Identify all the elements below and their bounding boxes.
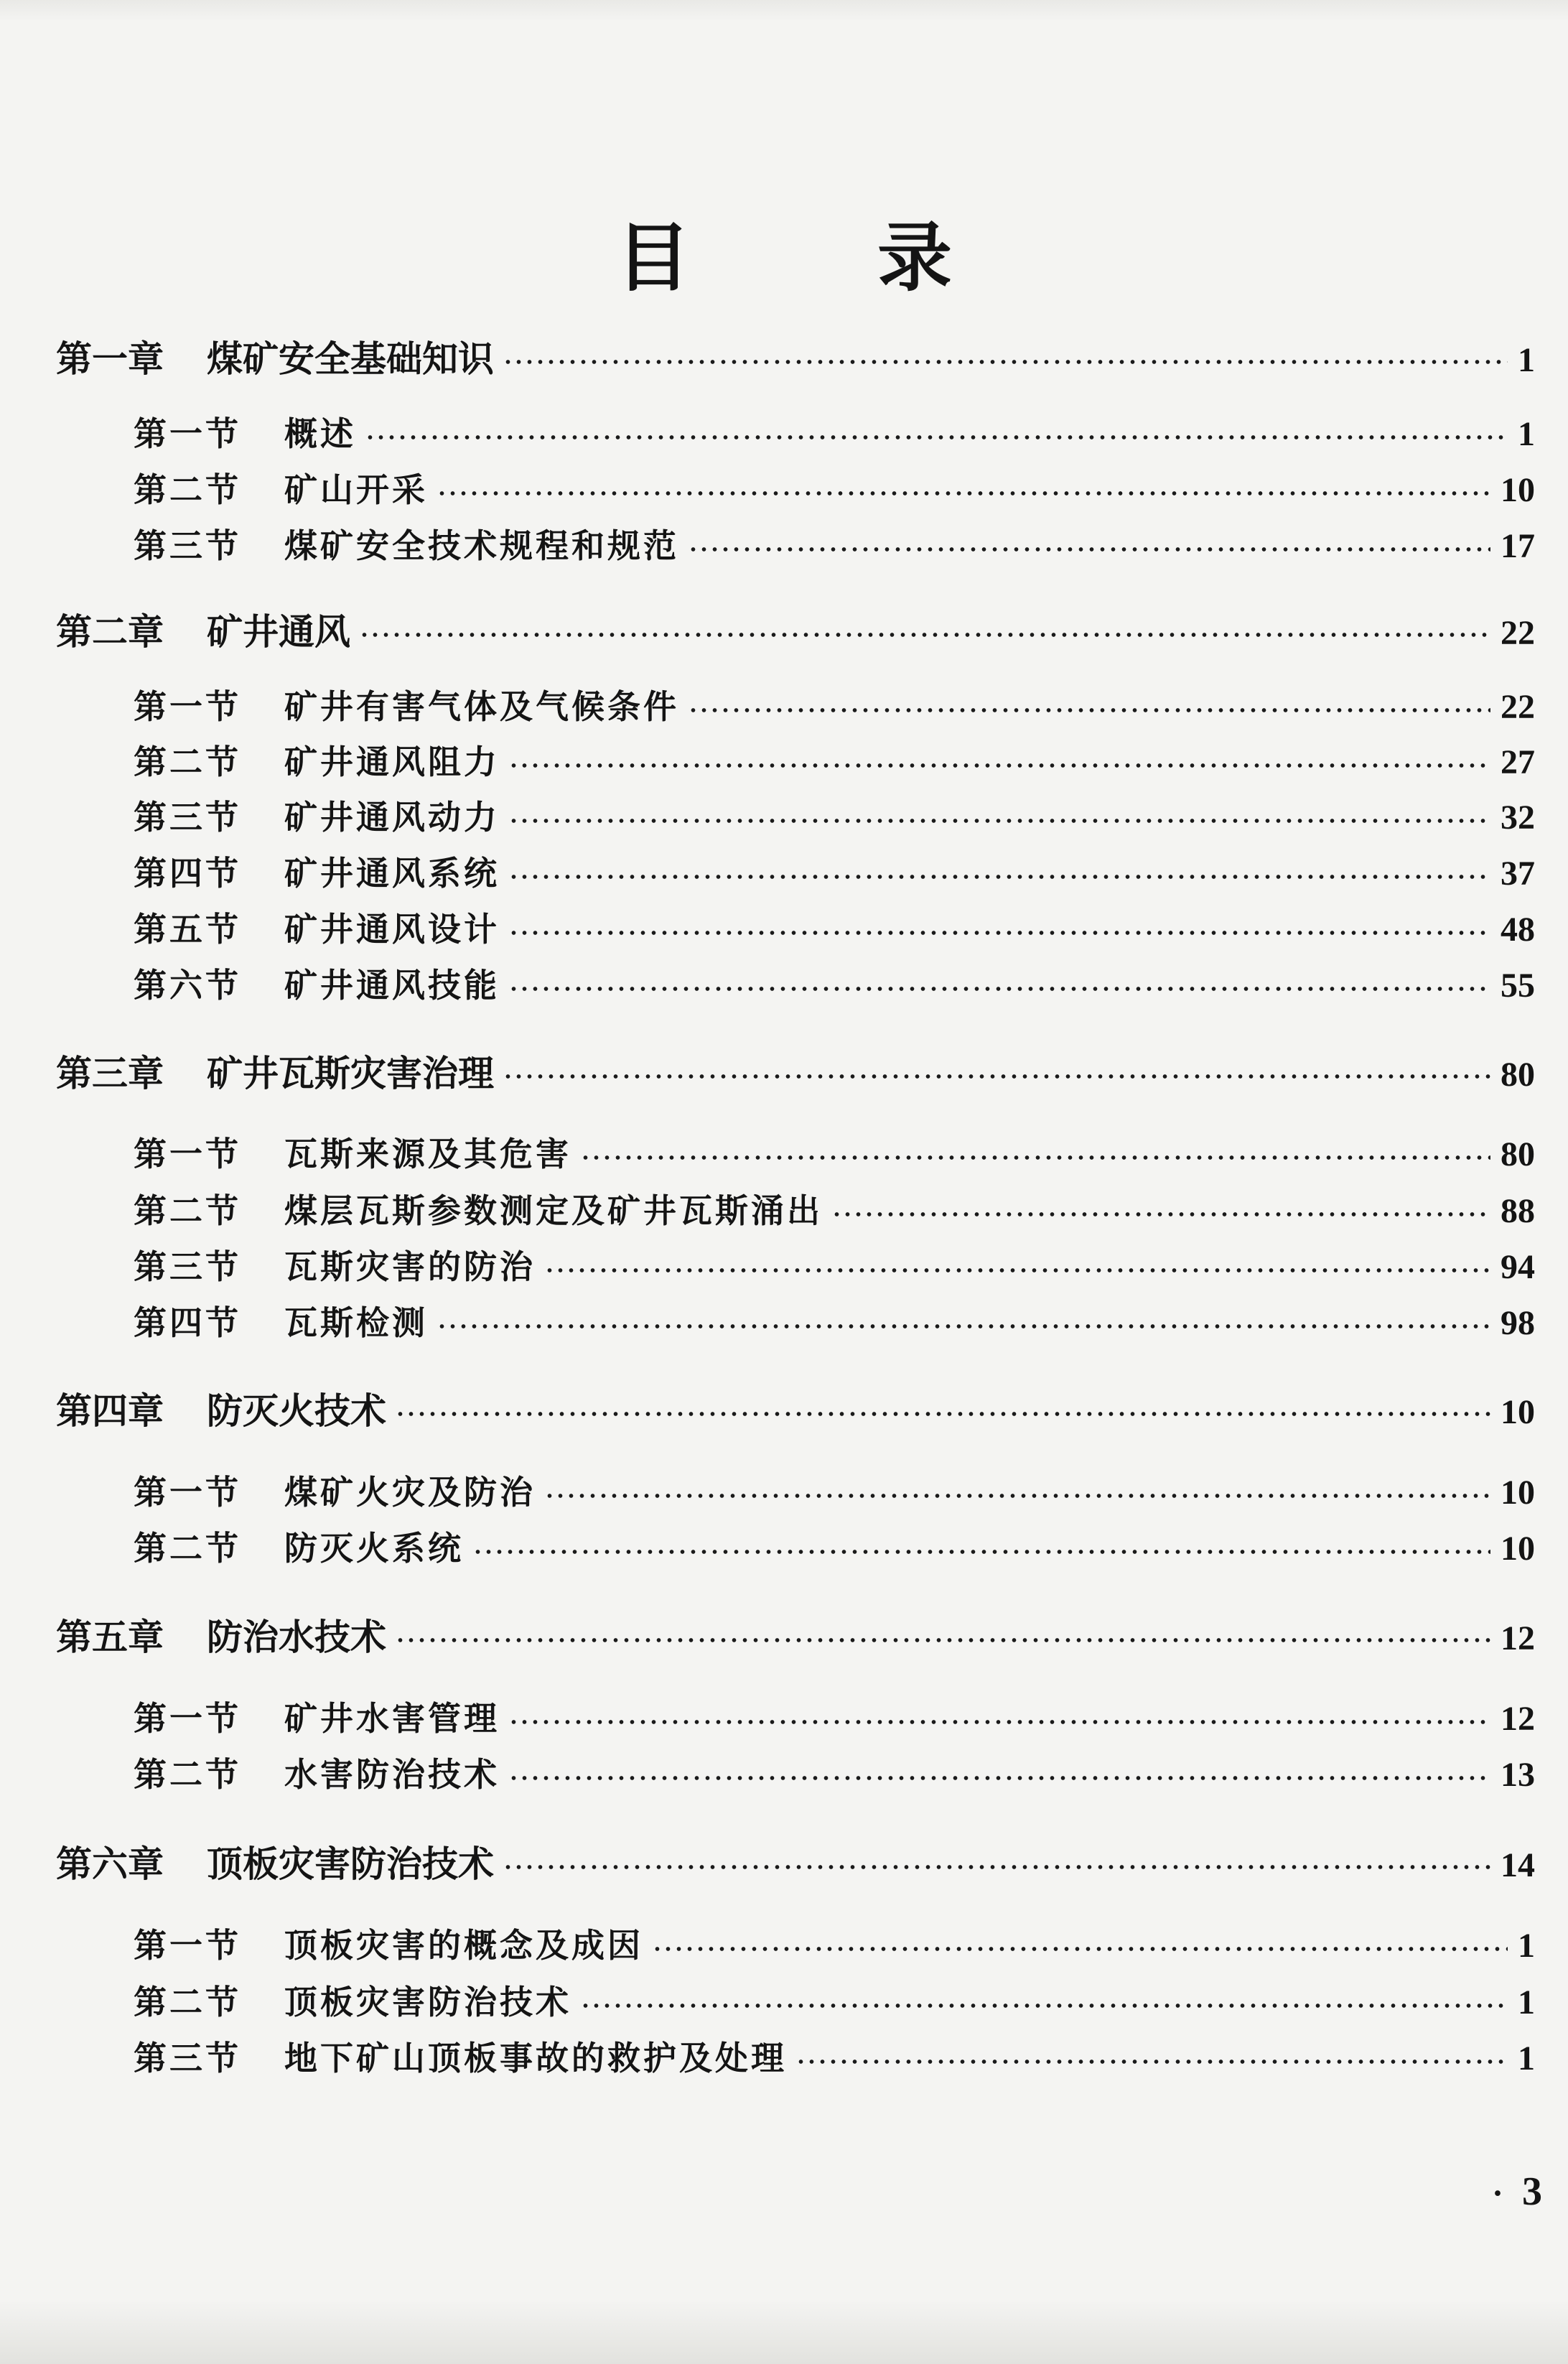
toc-entry-page: 12 — [1501, 1700, 1535, 1738]
toc-entry-page: 80 — [1501, 1056, 1535, 1094]
toc-entry-page: 1 — [1518, 2039, 1535, 2077]
toc-entry-number: 第二节 — [134, 470, 241, 509]
toc-entry-number: 第二节 — [134, 1983, 241, 2021]
toc-chapter-5 — [56, 603, 1535, 655]
toc-entry-title: 矿井有害气体及气候条件 — [284, 687, 679, 726]
toc-entry-title: 顶板灾害防治技术 — [207, 1843, 494, 1885]
toc-section-2 — [134, 408, 1535, 455]
toc-entry-number: 第六节 — [134, 966, 241, 1005]
toc-entry-page: 14 — [1501, 1846, 1535, 1884]
toc-entry-page: 55 — [1501, 967, 1535, 1005]
toc-entry-title: 概述 — [284, 414, 356, 453]
folio-number: 3 — [1522, 2169, 1542, 2214]
toc-entry-number: 第二章 — [56, 611, 164, 653]
page-title — [0, 197, 1568, 305]
toc-dot-leader — [503, 1864, 1490, 1870]
toc-entry-number: 第四节 — [134, 1303, 241, 1342]
toc-section-15 — [134, 1241, 1535, 1288]
toc-entry-page: 80 — [1501, 1135, 1535, 1173]
toc-entry-title: 防治水技术 — [207, 1616, 386, 1658]
toc-entry-title: 矿井水害管理 — [284, 1699, 500, 1738]
toc-entry-number: 第四章 — [56, 1390, 164, 1432]
toc-dot-leader — [831, 1211, 1490, 1217]
toc-entry-page: 13 — [1501, 1756, 1535, 1794]
toc-dot-leader — [437, 490, 1490, 496]
toc-entry-page: 37 — [1501, 855, 1535, 893]
toc-dot-leader — [652, 1946, 1508, 1952]
toc-entry-number: 第六章 — [56, 1843, 164, 1885]
toc-entry-title: 水害防治技术 — [284, 1755, 500, 1794]
toc-entry-page: 22 — [1501, 688, 1535, 726]
toc-entry-page: 10 — [1501, 471, 1535, 509]
toc-dot-leader — [508, 874, 1490, 880]
toc-entry-number: 第一节 — [134, 1473, 241, 1512]
toc-entry-number: 第三节 — [134, 1247, 241, 1286]
toc-entry-number: 第二节 — [134, 1191, 241, 1230]
toc-entry-title: 矿山开采 — [284, 470, 428, 509]
toc-entry-page: 48 — [1501, 911, 1535, 949]
toc-section-11 — [134, 959, 1535, 1007]
toc-dot-leader — [688, 546, 1490, 552]
toc-section-18 — [134, 1466, 1535, 1514]
toc-entry-title: 矿井通风设计 — [284, 910, 500, 949]
toc-section-14 — [134, 1185, 1535, 1232]
toc-dot-leader — [544, 1493, 1490, 1499]
toc-chapter-12 — [56, 1045, 1535, 1097]
toc-section-6 — [134, 681, 1535, 728]
toc-entry-title: 瓦斯来源及其危害 — [284, 1135, 571, 1173]
toc-entry-title: 瓦斯灾害的防治 — [284, 1247, 536, 1286]
toc-entry-number: 第五章 — [56, 1616, 164, 1658]
toc-entry-page: 12 — [1501, 1619, 1535, 1657]
toc-dot-leader — [508, 930, 1490, 936]
page-title-char-1: 目 — [615, 213, 691, 302]
toc-entry-number: 第二节 — [134, 1529, 241, 1568]
toc-entry-number: 第一节 — [134, 1135, 241, 1173]
toc-dot-leader — [503, 359, 1508, 365]
toc-entry-number: 第一节 — [134, 687, 241, 726]
toc-dot-leader — [437, 1323, 1490, 1329]
toc-entry-title: 防灭火系统 — [284, 1529, 464, 1568]
toc-entry-page: 1 — [1518, 341, 1535, 379]
toc-entry-title: 煤层瓦斯参数测定及矿井瓦斯涌出 — [284, 1191, 823, 1230]
toc-entry-number: 第四节 — [134, 854, 241, 893]
toc-entry-page: 88 — [1501, 1192, 1535, 1230]
toc-entry-page: 10 — [1501, 1530, 1535, 1568]
toc-section-10 — [134, 903, 1535, 951]
toc-dot-leader — [508, 818, 1490, 824]
toc-dot-leader — [508, 1719, 1490, 1725]
toc-dot-leader — [544, 1267, 1490, 1273]
toc-entry-number: 第三节 — [134, 2039, 241, 2077]
toc-entry-title: 矿井通风动力 — [284, 798, 500, 837]
toc-dot-leader — [795, 2059, 1508, 2065]
toc-entry-page: 98 — [1501, 1304, 1535, 1342]
toc-entry-title: 矿井通风系统 — [284, 854, 500, 893]
toc-entry-title: 矿井通风 — [207, 611, 350, 653]
toc-entry-title: 煤矿安全技术规程和规范 — [284, 526, 679, 565]
toc-dot-leader — [580, 1155, 1490, 1160]
toc-section-4 — [134, 520, 1535, 567]
toc-entry-page: 1 — [1518, 415, 1535, 453]
toc-dot-leader — [508, 986, 1490, 992]
toc-dot-leader — [395, 1411, 1490, 1417]
toc-entry-title: 矿井瓦斯灾害治理 — [207, 1053, 494, 1094]
folio-dot: · — [1491, 2174, 1503, 2212]
toc-entry-number: 第三章 — [56, 1053, 164, 1094]
toc-section-9 — [134, 847, 1535, 895]
toc-entry-title: 防灭火技术 — [207, 1390, 386, 1432]
toc-entry-page: 10 — [1501, 1474, 1535, 1512]
toc-chapter-1 — [56, 330, 1535, 382]
toc-entry-page: 1 — [1518, 1983, 1535, 2021]
toc-section-21 — [134, 1693, 1535, 1740]
top-page-edge — [0, 0, 1568, 22]
bottom-page-edge — [0, 2299, 1568, 2364]
toc-entry-page: 32 — [1501, 799, 1535, 837]
toc-section-7 — [134, 736, 1535, 783]
toc-entry-number: 第五节 — [134, 910, 241, 949]
toc-entry-title: 矿井通风阻力 — [284, 743, 500, 781]
page-title-char-2: 录 — [877, 213, 953, 302]
toc-section-22 — [134, 1749, 1535, 1796]
toc-entry-page: 10 — [1501, 1393, 1535, 1431]
toc-entry-number: 第二节 — [134, 743, 241, 781]
toc-entry-number: 第三节 — [134, 526, 241, 565]
toc-entry-page: 22 — [1501, 614, 1535, 652]
toc-entry-title: 瓦斯检测 — [284, 1303, 428, 1342]
toc-chapter-23 — [56, 1835, 1535, 1887]
toc-entry-page: 1 — [1518, 1927, 1535, 1965]
toc-entry-number: 第二节 — [134, 1755, 241, 1794]
toc-section-25 — [134, 1976, 1535, 2024]
toc-dot-leader — [508, 1775, 1490, 1781]
toc-section-19 — [134, 1522, 1535, 1570]
toc-entry-title: 顶板灾害防治技术 — [284, 1983, 571, 2021]
toc-entry-number: 第一节 — [134, 1699, 241, 1738]
toc-section-3 — [134, 464, 1535, 511]
toc-dot-leader — [359, 632, 1490, 638]
toc-entry-page: 17 — [1501, 527, 1535, 565]
page-number — [1492, 2169, 1542, 2215]
toc-dot-leader — [508, 763, 1490, 768]
toc-entry-title: 顶板灾害的概念及成因 — [284, 1926, 643, 1965]
toc-entry-page: 94 — [1501, 1248, 1535, 1286]
toc-section-24 — [134, 1919, 1535, 1967]
toc-entry-title: 煤矿火灾及防治 — [284, 1473, 536, 1512]
toc-section-16 — [134, 1297, 1535, 1344]
toc-entry-number: 第一节 — [134, 414, 241, 453]
toc-dot-leader — [503, 1074, 1490, 1079]
toc-dot-leader — [472, 1549, 1490, 1555]
toc-entry-title: 煤矿安全基础知识 — [207, 338, 494, 380]
toc-entry-page: 27 — [1501, 743, 1535, 781]
toc-chapter-20 — [56, 1609, 1535, 1660]
toc-entry-title: 地下矿山顶板事故的救护及处理 — [284, 2039, 787, 2077]
toc-section-13 — [134, 1128, 1535, 1176]
toc-entry-number: 第一章 — [56, 338, 164, 380]
toc-section-26 — [134, 2032, 1535, 2080]
toc-entry-number: 第一节 — [134, 1926, 241, 1965]
toc-section-8 — [134, 791, 1535, 839]
toc-entry-number: 第三节 — [134, 798, 241, 837]
toc-entry-title: 矿井通风技能 — [284, 966, 500, 1005]
toc-dot-leader — [688, 707, 1490, 713]
toc-dot-leader — [365, 434, 1508, 440]
toc-dot-leader — [395, 1637, 1490, 1643]
toc-dot-leader — [580, 2003, 1508, 2009]
toc-chapter-17 — [56, 1382, 1535, 1434]
